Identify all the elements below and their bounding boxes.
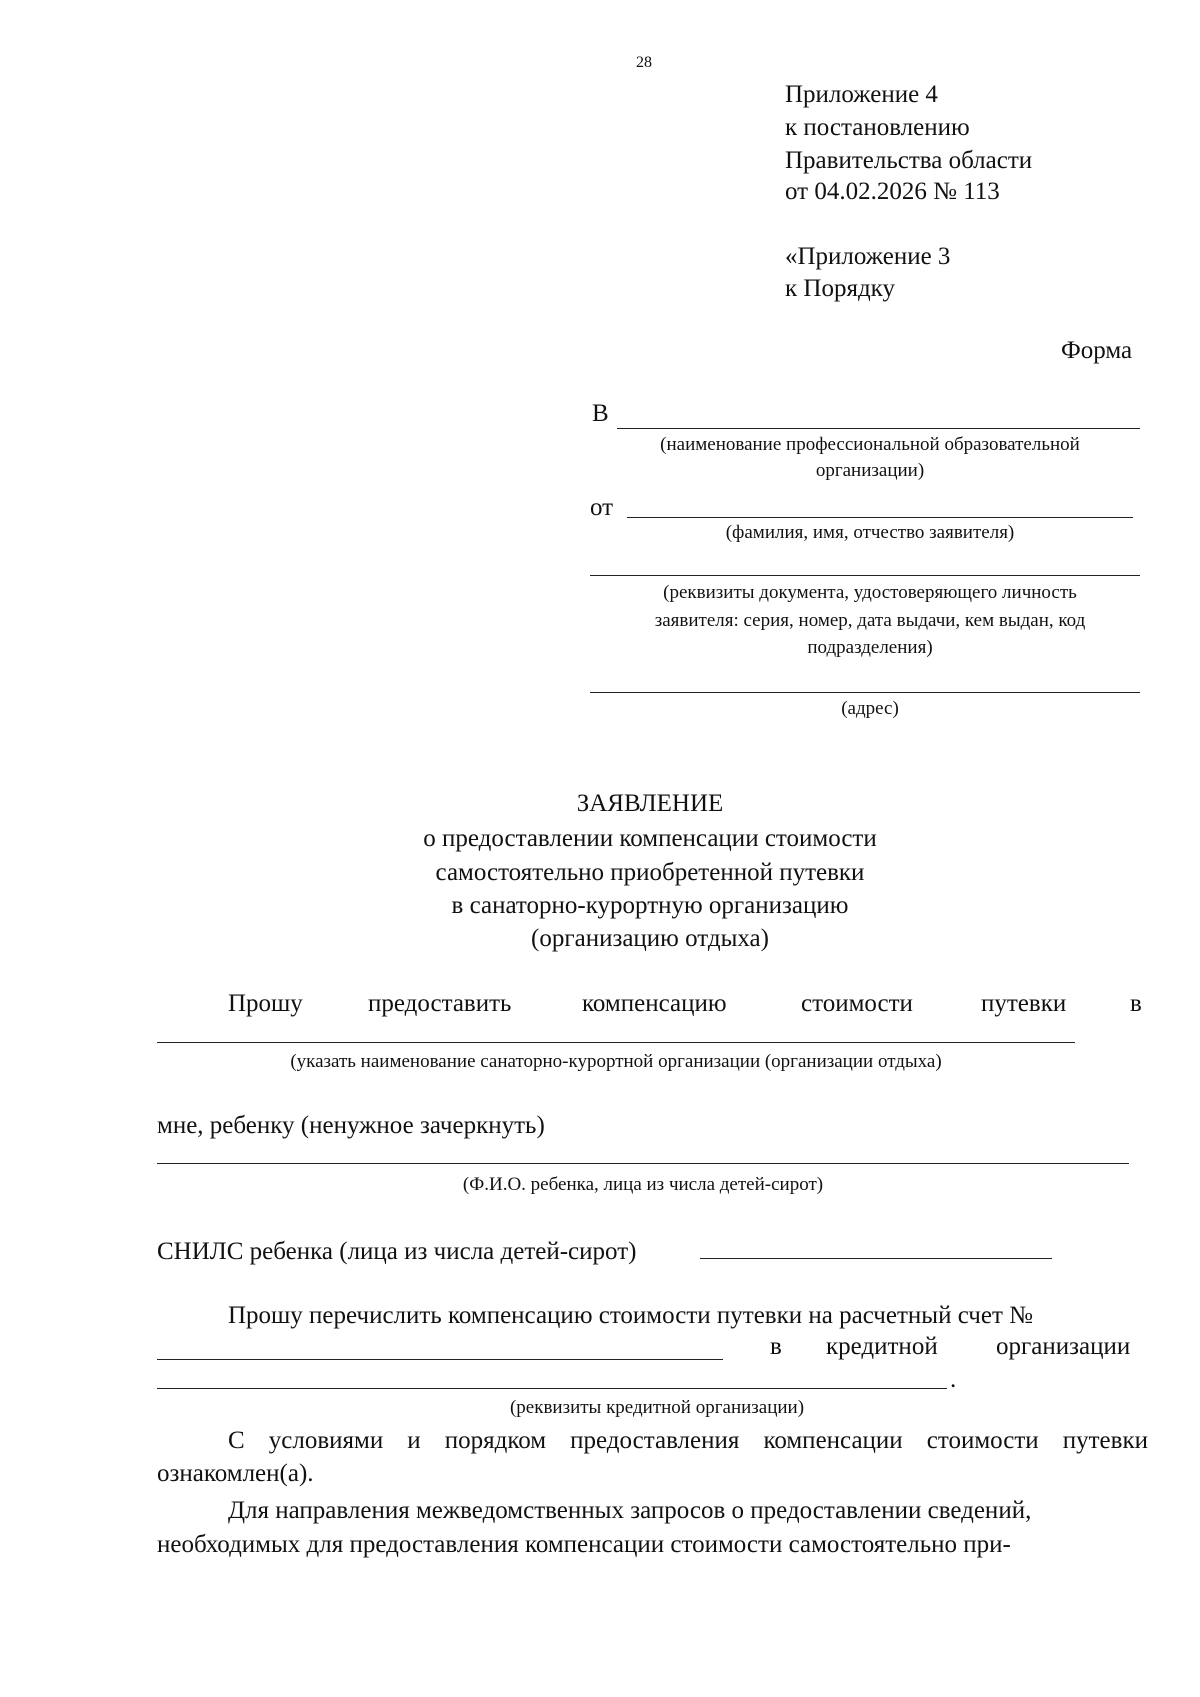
from-field-line[interactable]	[627, 517, 1133, 518]
appendix-line-4: от 04.02.2026 № 113	[785, 178, 1000, 205]
transfer-line-1: Прошу перечислить компенсацию стоимости путевки на расчетный счет №	[228, 1302, 1033, 1329]
appendix-inner-line-1: «Приложение 3	[785, 243, 951, 270]
appendix-line-1: Приложение 4	[785, 81, 938, 108]
id-document-caption-2: заявителя: серия, номер, дата выдачи, кем выдан, код	[654, 610, 1086, 631]
to-prefix: В	[592, 400, 609, 427]
page-number: 28	[636, 54, 652, 71]
snils-field-line[interactable]	[700, 1258, 1052, 1259]
to-field-line[interactable]	[617, 428, 1140, 429]
document-title: ЗАЯВЛЕНИЕ	[576, 790, 724, 817]
id-document-caption-1: (реквизиты документа, удостоверяющего личность	[663, 582, 1077, 603]
address-caption: (адрес)	[841, 698, 899, 719]
transfer-word-2: кредитной	[826, 1333, 938, 1360]
interagency-line-1: Для направления межведомственных запросов о предоставлении сведений,	[228, 1497, 1032, 1524]
child-name-field-line[interactable]	[157, 1163, 1129, 1164]
bank-field-line[interactable]	[157, 1388, 947, 1389]
id-document-field-line[interactable]	[590, 575, 1140, 576]
to-caption-1: (наименование профессиональной образовательной	[660, 434, 1080, 455]
org-name-caption: (указать наименование санаторно-курортной организации (организации отдыха)	[290, 1051, 942, 1072]
from-caption: (фамилия, имя, отчество заявителя)	[725, 522, 1015, 543]
address-field-line[interactable]	[590, 692, 1140, 693]
request-word-2: предоставить	[368, 990, 512, 1017]
form-label: Форма	[1061, 337, 1133, 364]
id-document-caption-3: подразделения)	[807, 637, 933, 658]
appendix-line-2: к постановлению	[785, 114, 970, 141]
snils-label: СНИЛС ребенка (лица из числа детей-сирот)	[157, 1238, 637, 1265]
appendix-inner-line-2: к Порядку	[785, 275, 895, 302]
document-subtitle-4: (организацию отдыха)	[531, 925, 769, 952]
document-subtitle-3: в санаторно-курортную организацию	[451, 892, 849, 919]
transfer-word-3: организации	[996, 1333, 1131, 1360]
to-caption-2: организации)	[815, 460, 925, 481]
document-subtitle-1: о предоставлении компенсации стоимости	[423, 825, 877, 852]
request-word-3: компенсацию	[582, 990, 727, 1017]
ack-line-2: ознакомлен(а).	[157, 1460, 314, 1487]
org-name-field-line[interactable]	[157, 1042, 1075, 1043]
recipient-line: мне, ребенку (ненужное зачеркнуть)	[157, 1112, 545, 1139]
appendix-line-3: Правительства области	[785, 147, 1033, 174]
request-word-6: в	[1130, 990, 1142, 1017]
account-field-line[interactable]	[157, 1359, 723, 1360]
request-word-1: Прошу	[228, 990, 303, 1017]
ack-line-1: С условиями и порядком предоставления компенсации стоимости путевки	[228, 1427, 1148, 1454]
bank-line-period: .	[950, 1366, 957, 1393]
document-subtitle-2: самостоятельно приобретенной путевки	[435, 859, 865, 886]
from-prefix: от	[590, 494, 614, 521]
child-name-caption: (Ф.И.О. ребенка, лица из числа детей-сирот)	[462, 1174, 824, 1195]
interagency-line-2: необходимых для предоставления компенсации стоимости самостоятельно при-	[157, 1531, 1011, 1558]
request-word-5: путевки	[981, 990, 1067, 1017]
bank-caption: (реквизиты кредитной организации)	[509, 1397, 805, 1418]
request-word-4: стоимости	[801, 990, 913, 1017]
transfer-word-1: в	[770, 1333, 782, 1360]
